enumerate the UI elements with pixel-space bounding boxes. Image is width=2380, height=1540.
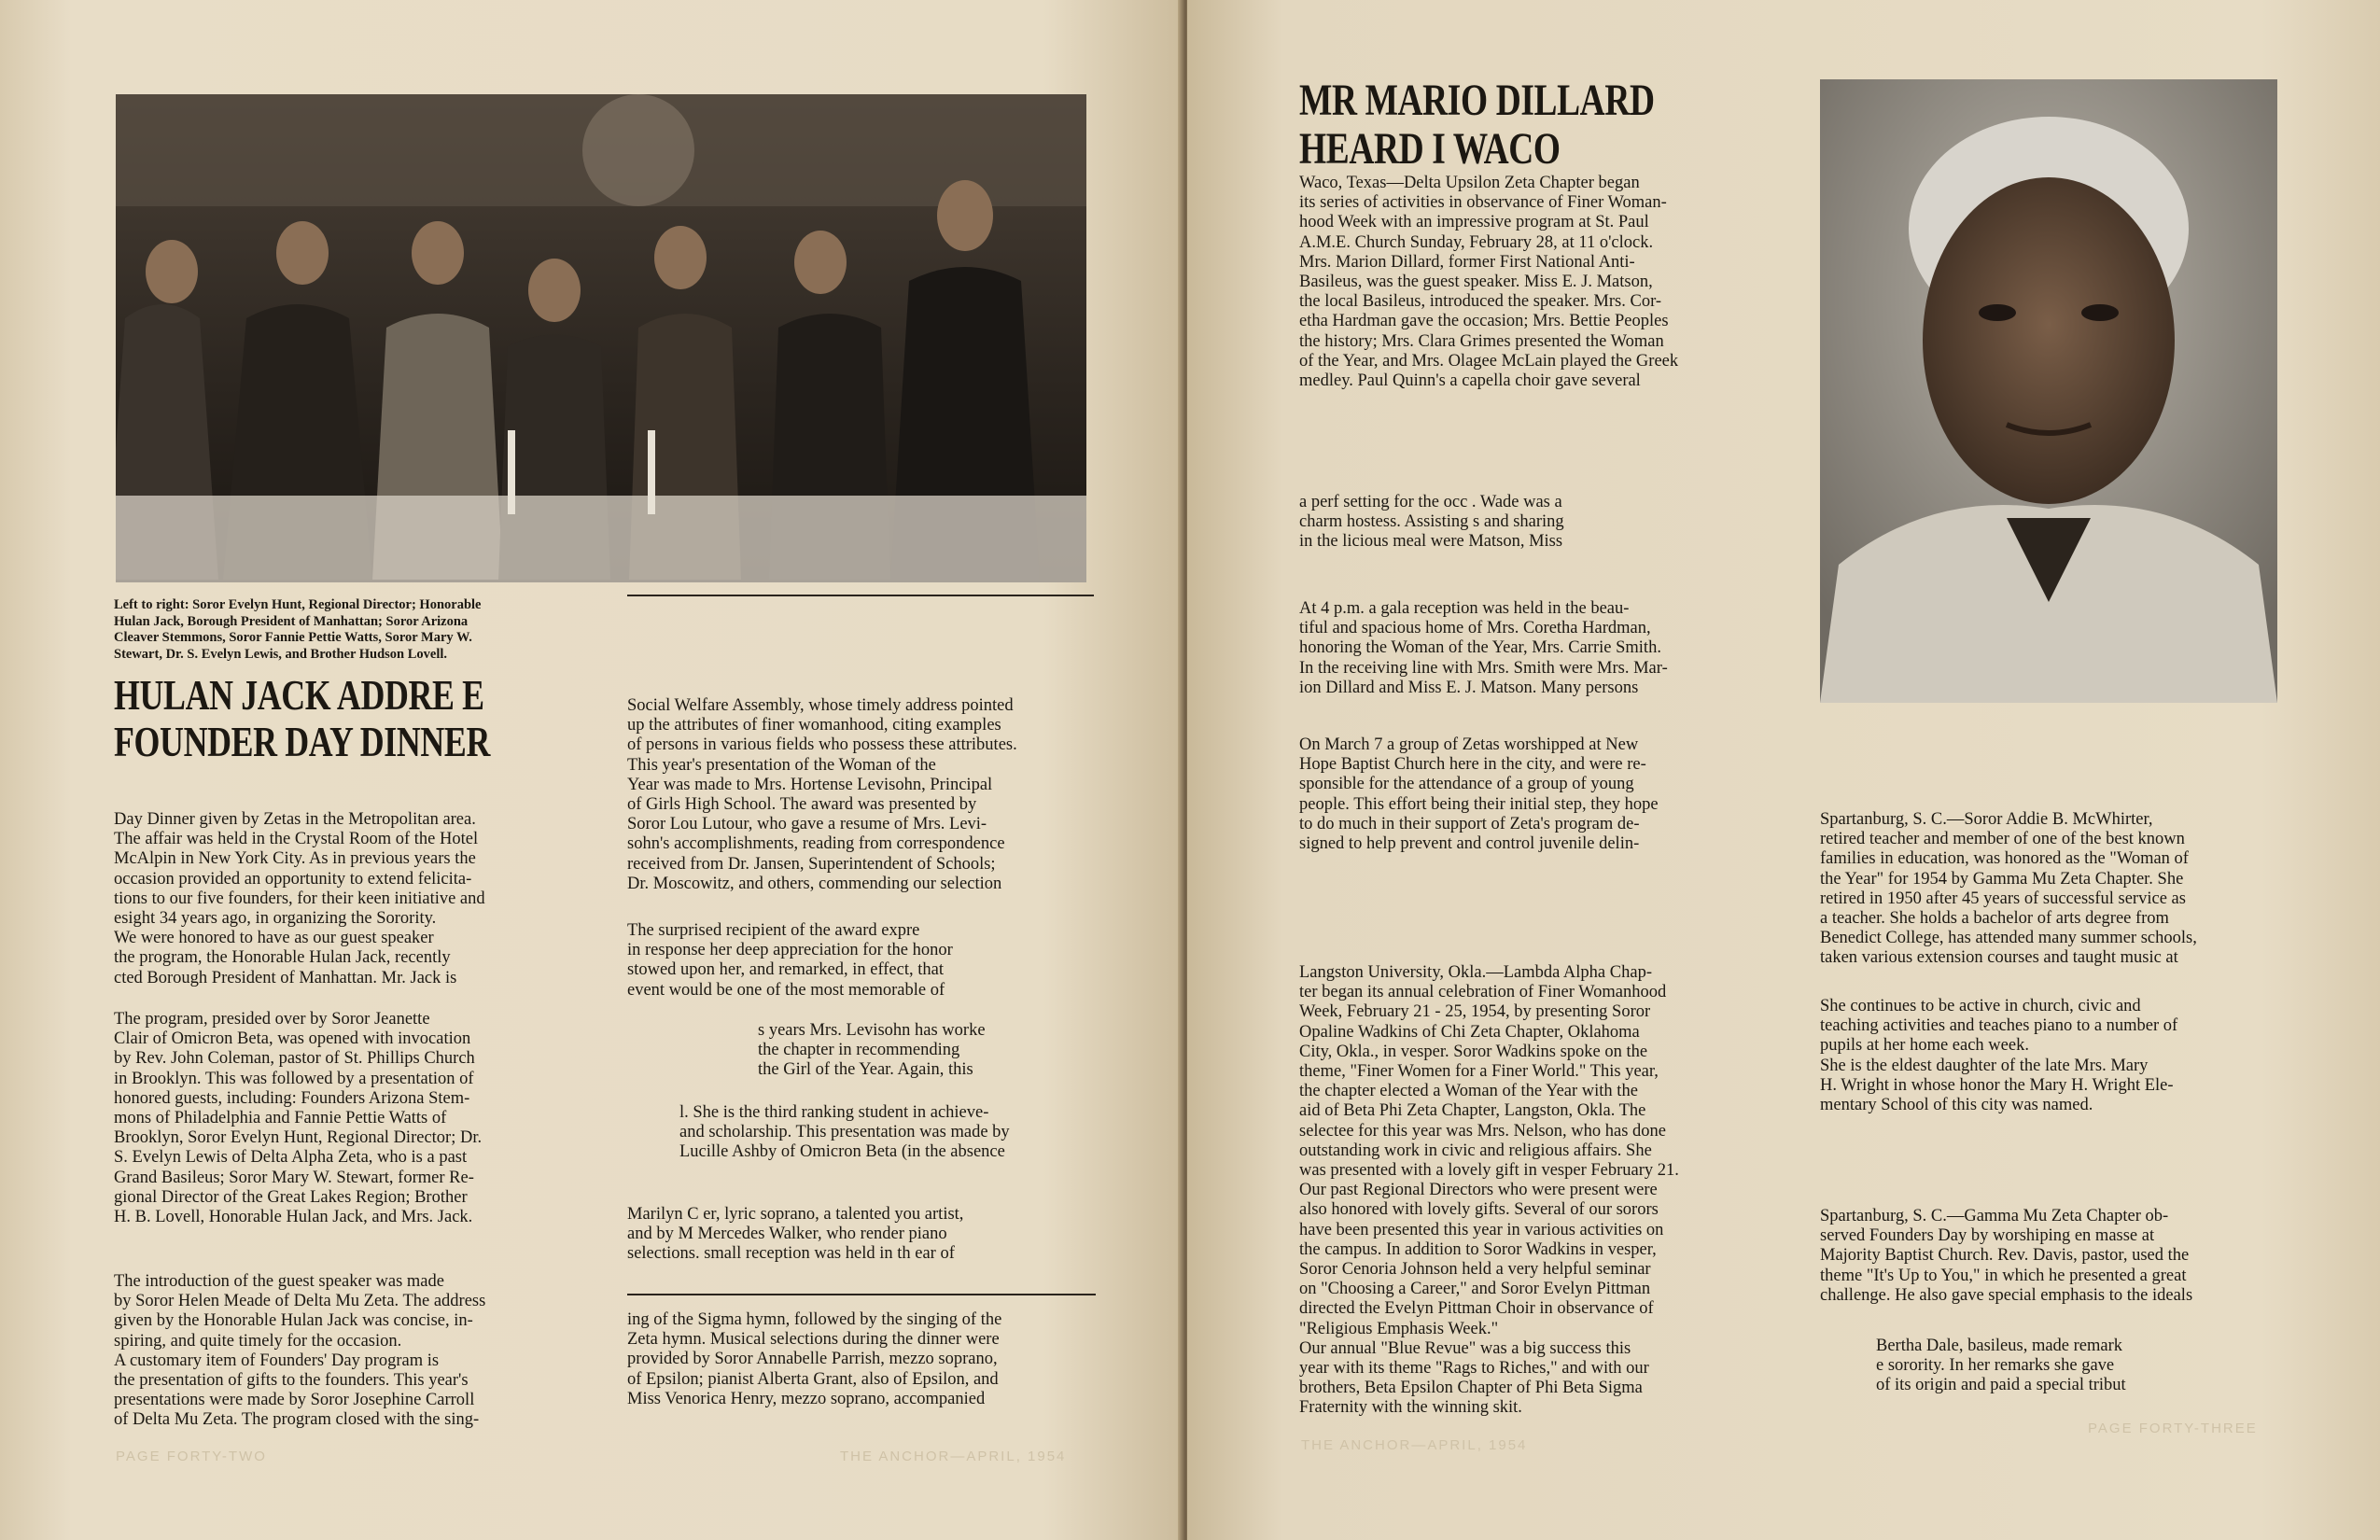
article-col1-part3: The introduction of the guest speaker was made by Soror Helen Meade of Delta Mu Zeta. The address given by the Honorable Hulan Jack was concise, in- spiring, and quite timely for the occasion. A customary item of Founders' Day program is the presentation of gifts to the founders. This year's presentations were made by Soror Josephine Carroll of Delta Mu Zeta. The program closed with the sing- [114, 1272, 486, 1430]
spartanburg-article-1: Spartanburg, S. C.—Soror Addie B. McWhirter, retired teacher and member of one of the best known families in education, was honored as the "Woman of the Year" for 1954 by Gamma Mu Zeta Chapter. She retired in 1950 after 45 years of successful service as a teacher. She holds a bachelor of arts degree from Benedict College, has attended many summer schools, taken various extension courses and taught music at [1820, 810, 2197, 968]
article-col2-part3: s years Mrs. Levisohn has worke the chapter in recommending the Girl of the Year. Again, this [758, 1021, 986, 1080]
page-number-left: PAGE FORTY-TWO [116, 1449, 267, 1464]
article-headline: HULAN JACK ADDRE E FOUNDER DAY DINNER [114, 671, 490, 765]
article-col2-part2: The surprised recipient of the award expre in response her deep appreciation for the honor stowed upon her, and remarked, in effect, that event would be one of the most memorable of [627, 921, 953, 1000]
group-photo [116, 94, 1086, 582]
spartanburg-article-1-cont: She continues to be active in church, civic and teaching activities and teaches piano to a number of pupils at her home each week. She is the eldest daughter of the late Mrs. Mary H. Wright in whose honor the Mary H. Wright Ele- mentary School of this city was named. [1820, 997, 2178, 1115]
left-page [0, 0, 1185, 1540]
issue-line-right: THE ANCHOR—APRIL, 1954 [1301, 1437, 1528, 1453]
langston-article: Langston University, Okla.—Lambda Alpha Chap- ter began its annual celebration of Finer Womanhood Week, February 21 - 25, 1954, by presenting Soror Opaline Wadkins of Chi Zeta Chapter, Oklahoma City, Okla., in vesper. Soror Wadkins spoke on the theme, "Finer Women for a Finer World." This year, the chapter elected a Woman of the Year with the aid of Beta Phi Zeta Chapter, Langston, Okla. The selectee for this year was Mrs. Nelson, who has done outstanding work in civic and religious affairs. She was presented with a lovely gift in vesper February 21. Our past Regional Directors who were present were also honored with lovely gifts. Several of our sorors have been presented this year in various activities on the campus. In addition to Soror Wadkins in vesper, Soror Cenoria Johnson held a very helpful seminar on "Choosing a Career," and Soror Evelyn Pittman directed the Evelyn Pittman Choir in observance of "Religious Emphasis Week." Our annual "Blue Revue" was a big success this year with its theme "Rags to Riches," and with our brothers, Beta Epsilon Chapter of Phi Beta Sigma Fraternity with the winning skit. [1299, 963, 1679, 1418]
article-col2-part5: Marilyn C er, lyric soprano, a talented you artist, and by M Mercedes Walker, who render piano selections. small reception was held in th ear of [627, 1205, 964, 1264]
spartanburg-article-2: Spartanburg, S. C.—Gamma Mu Zeta Chapter ob- served Founders Day by worshiping en masse at Majority Baptist Church. Rev. Davis, pastor, used the theme "It's Up to You," in which he presented a great challenge. He also gave special emphasis to the ideals [1820, 1207, 2193, 1305]
page-number-right: PAGE FORTY-THREE [2088, 1421, 2258, 1436]
article-col2-part4: l. She is the third ranking student in achieve- and scholarship. This presentation was made by Lucille Ashby of Omicron Beta (in the absence [679, 1103, 1010, 1162]
article-col1-part1: Day Dinner given by Zetas in the Metropolitan area. The affair was held in the Crystal Room of the Hotel McAlpin in New York City. As in previous years the occasion provided an opportunity to extend felicita- tions to our five founders, for their keen initiative and esight 34 years ago, in organizing the Sorority. We were honored to have as our guest speaker the program, the Honorable Hulan Jack, recently cted Borough President of Manhattan. Mr. Jack is [114, 810, 485, 987]
spartanburg-article-2-cont: Bertha Dale, basileus, made remark e sorority. In her remarks she gave of its origin and paid a special tribut [1876, 1337, 2126, 1395]
issue-line-left: THE ANCHOR—APRIL, 1954 [840, 1449, 1067, 1464]
group-photo-image [116, 94, 1086, 582]
article-col1-part2: The program, presided over by Soror Jeanette Clair of Omicron Beta, was opened with invocation by Rev. John Coleman, pastor of St. Phillips Church in Brooklyn. This was followed by a presentation of honored guests, including: Founders Arizona Stem- mons of Philadelphia and Fannie Pettie Watts of Brooklyn, Soror Evelyn Hunt, Regional Director; Dr. S. Evelyn Lewis of Delta Alpha Zeta, who is a past Grand Basileus; Soror Mary W. Stewart, former Re- gional Director of the Great Lakes Region; Brother H. B. Lovell, Honorable Hulan Jack, and Mrs. Jack. [114, 1010, 483, 1227]
article-col2-part1: Social Welfare Assembly, whose timely address pointed up the attributes of finer womanhood, citing examples of persons in various fields who possess these attributes. This year's presentation of the Woman of the Year was made to Mrs. Hortense Levisohn, Principal of Girls High School. The award was presented by Soror Lou Lutour, who gave a resume of Mrs. Levi- sohn's accomplishments, reading from correspondence received from Dr. Jansen, Superintendent of Schools; Dr. Moscowitz, and others, commending our selection [627, 696, 1017, 893]
waco-col-part2: a perf setting for the occ . Wade was a charm hostess. Assisting s and sharing in the licious meal were Matson, Miss [1299, 493, 1564, 552]
article-headline-waco: MR MARIO DILLARD HEARD I WACO [1299, 76, 1655, 174]
column-rule [627, 595, 1094, 596]
photo-caption: Left to right: Soror Evelyn Hunt, Regional Director; Honorable Hulan Jack, Borough President of Manhattan; Soror Arizona Cleaver Stemmons, Soror Fannie Pettie Watts, Soror Mary W. Stewart, Dr. S. Evelyn Lewis, and Brother Hudson Lovell. [114, 597, 482, 662]
column-rule-lower [627, 1294, 1096, 1295]
article-col2-part6: ing of the Sigma hymn, followed by the singing of the Zeta hymn. Musical selections during the dinner were provided by Soror Annabelle Parrish, mezzo soprano, of Epsilon; pianist Alberta Grant, also of Epsilon, and Miss Venorica Henry, mezzo soprano, accompanied [627, 1310, 1002, 1408]
right-page [1187, 0, 2380, 1540]
waco-col-part3: At 4 p.m. a gala reception was held in the beau- tiful and spacious home of Mrs. Coretha Hardman, honoring the Woman of the Year, Mrs. Carrie Smith. In the receiving line with Mrs. Smith were Mrs. Mar- ion Dillard and Miss E. J. Matson. Many persons [1299, 599, 1668, 697]
portrait-image [1820, 79, 2277, 703]
waco-col-part4: On March 7 a group of Zetas worshipped at New Hope Baptist Church here in the city, and were re- sponsible for the attendance of a group of young people. This effort being their initial step, they hope to do much in their support of Zeta's program de- signed to help prevent and control juvenile delin- [1299, 735, 1659, 854]
waco-col-part1: Waco, Texas—Delta Upsilon Zeta Chapter began its series of activities in observance of Finer Woman- hood Week with an impressive program at St. Paul A.M.E. Church Sunday, February 28, at 11 o'clock. Mrs. Marion Dillard, former First National Anti- Basileus, was the guest speaker. Miss E. J. Matson, the local Basileus, introduced the speaker. Mrs. Cor- etha Hardman gave the occasion; Mrs. Bettie Peoples the history; Mrs. Clara Grimes presented the Woman of the Year, and Mrs. Olagee McLain played the Greek medley. Paul Quinn's a capella choir gave several [1299, 174, 1679, 391]
portrait-photo [1820, 79, 2277, 703]
